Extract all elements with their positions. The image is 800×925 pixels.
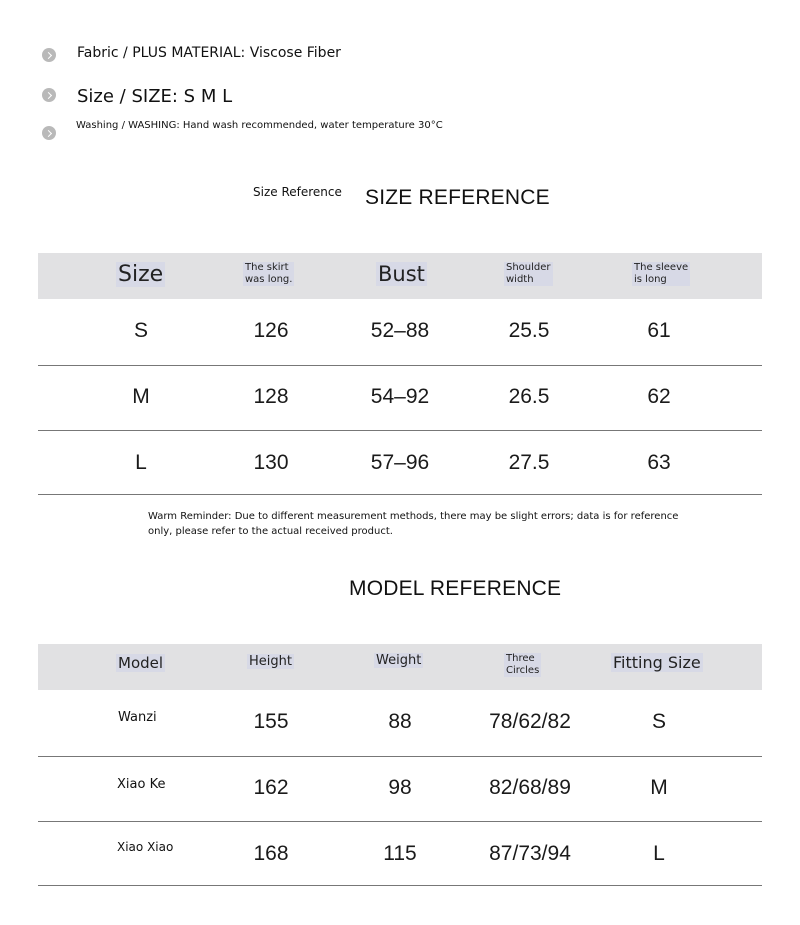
washing-spec: Washing / WASHING: Hand wash recommended, water temperature 30°C [76, 120, 443, 131]
row-divider [38, 494, 762, 495]
header-three-circles: Three Circles [506, 653, 540, 676]
weight-cell: 88 [388, 710, 412, 733]
sleeve-cell: 63 [647, 451, 671, 474]
size-cell: M [132, 385, 150, 408]
bust-cell: 57–96 [370, 451, 430, 474]
warm-reminder: Warm Reminder: Due to different measurement methods, there may be slight errors; data is for reference only, please refer to the actual received product. [148, 511, 679, 537]
model-name-cell: Xiao Ke [117, 777, 166, 792]
weight-cell: 115 [383, 842, 417, 865]
header-shoulder-width: Shoulder width [506, 262, 551, 285]
fabric-spec: Fabric / PLUS MATERIAL: Viscose Fiber [77, 45, 341, 61]
shoulder-cell: 27.5 [508, 451, 550, 474]
sleeve-cell: 62 [647, 385, 671, 408]
header-sleeve-length: The sleeve is long [634, 262, 689, 285]
fitting-size-cell: L [653, 842, 665, 865]
fitting-size-cell: M [650, 776, 668, 799]
model-reference-title: MODEL REFERENCE [349, 577, 562, 600]
bust-cell: 54–92 [370, 385, 430, 408]
height-cell: 155 [253, 710, 289, 733]
row-divider [38, 365, 762, 366]
row-divider [38, 430, 762, 431]
size-cell: L [135, 451, 147, 474]
skirt-cell: 130 [253, 451, 289, 474]
skirt-cell: 128 [253, 385, 289, 408]
header-bust: Bust [378, 262, 425, 286]
model-name-cell: Wanzi [118, 710, 157, 725]
skirt-cell: 126 [253, 319, 289, 342]
row-divider [38, 885, 762, 886]
bullet-icon [42, 126, 56, 140]
header-skirt-length: The skirt was long. [245, 262, 293, 285]
circles-cell: 82/68/89 [489, 776, 571, 799]
row-divider [38, 756, 762, 757]
row-divider [38, 821, 762, 822]
header-size: Size [118, 262, 164, 287]
header-model: Model [118, 654, 164, 672]
circles-cell: 87/73/94 [489, 842, 571, 865]
header-fitting-size: Fitting Size [613, 653, 701, 672]
fitting-size-cell: S [651, 710, 667, 733]
shoulder-cell: 26.5 [508, 385, 550, 408]
size-reference-subtitle: Size Reference [253, 185, 342, 199]
weight-cell: 98 [388, 776, 412, 799]
size-spec: Size / SIZE: S M L [77, 86, 233, 107]
model-name-cell: Xiao Xiao [117, 840, 174, 854]
height-cell: 168 [253, 842, 289, 865]
size-cell: S [133, 319, 149, 342]
header-weight: Weight [376, 653, 422, 668]
bullet-icon [42, 48, 56, 62]
size-reference-title: SIZE REFERENCE [365, 186, 550, 209]
bullet-icon [42, 88, 56, 102]
sleeve-cell: 61 [647, 319, 671, 342]
shoulder-cell: 25.5 [508, 319, 550, 342]
header-height: Height [249, 654, 292, 669]
bust-cell: 52–88 [370, 319, 430, 342]
circles-cell: 78/62/82 [489, 710, 571, 733]
height-cell: 162 [253, 776, 289, 799]
